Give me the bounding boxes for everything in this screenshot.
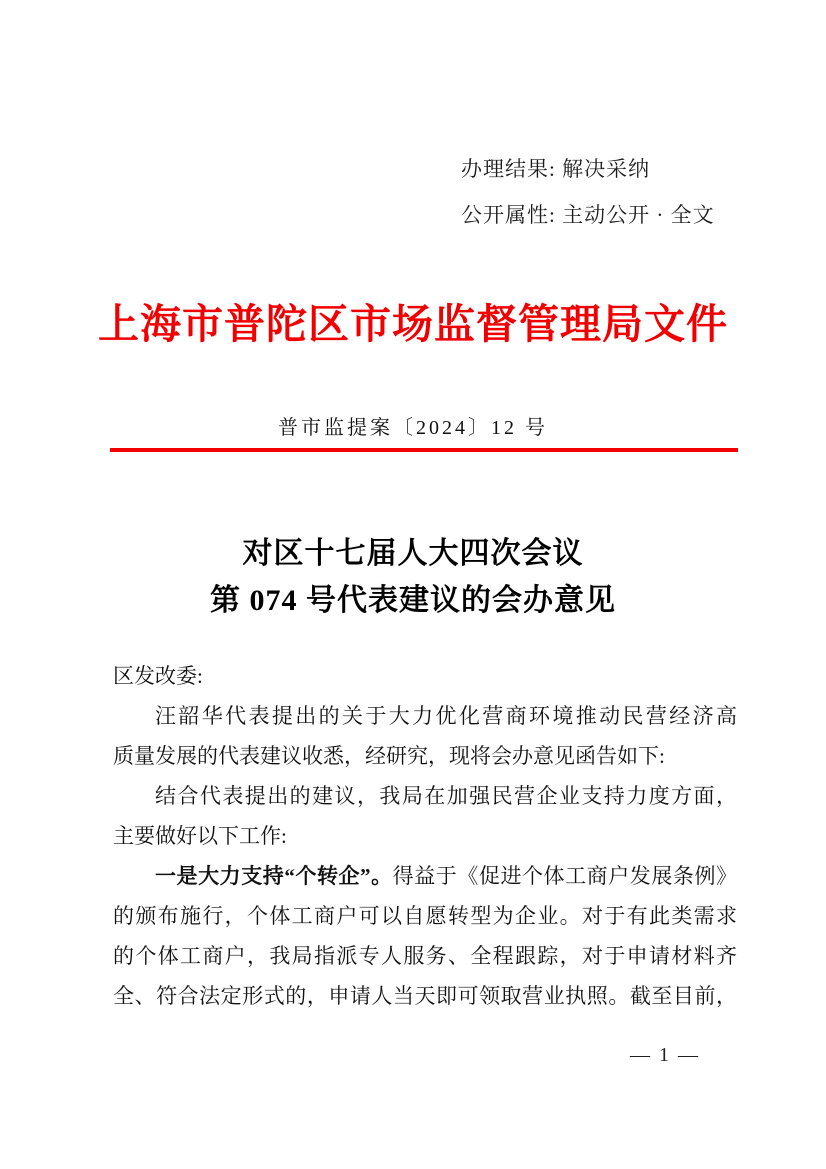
red-separator-rule (110, 448, 738, 452)
body-line: 质量发展的代表建议收悉，经研究，现将会办意见函告如下: (113, 744, 665, 768)
agency-banner-title: 上海市普陀区市场监督管理局文件 (98, 301, 728, 347)
body-line: 主要做好以下工作: (113, 824, 287, 848)
handling-result-line: 办理结果: 解决采纳 (461, 157, 651, 181)
header-meta (461, 146, 715, 238)
salutation-line: 区发改委: (113, 664, 203, 688)
bold-lead-phrase: 一是大力支持“个转企”。 (155, 864, 393, 888)
body-line: 的个体工商户，我局指派专人服务、全程跟踪，对于申请材料齐 (113, 944, 737, 968)
document-body (113, 656, 737, 1016)
publicity-attribute-line: 公开属性: 主动公开 · 全文 (461, 203, 715, 227)
body-line (113, 856, 737, 896)
body-line: 的颁布施行，个体工商户可以自愿转型为企业。对于有此类需求 (113, 904, 737, 928)
body-line-rest: 得益于《促进个体工商户发展条例》 (392, 864, 737, 888)
document-number: 普市监提案〔2024〕12 号 (278, 417, 548, 439)
body-line: 全、符合法定形式的，申请人当天即可领取营业执照。截至目前， (113, 984, 737, 1008)
body-line: 汪韶华代表提出的关于大力优化营商环境推动民营经济高 (155, 704, 737, 728)
page-number: — 1 — (630, 1044, 700, 1066)
document-title-line2: 第 074 号代表建议的会办意见 (210, 584, 616, 617)
body-line: 结合代表提出的建议，我局在加强民营企业支持力度方面， (155, 784, 737, 808)
document-title (0, 530, 826, 624)
document-title-line1: 对区十七届人大四次会议 (242, 537, 584, 570)
